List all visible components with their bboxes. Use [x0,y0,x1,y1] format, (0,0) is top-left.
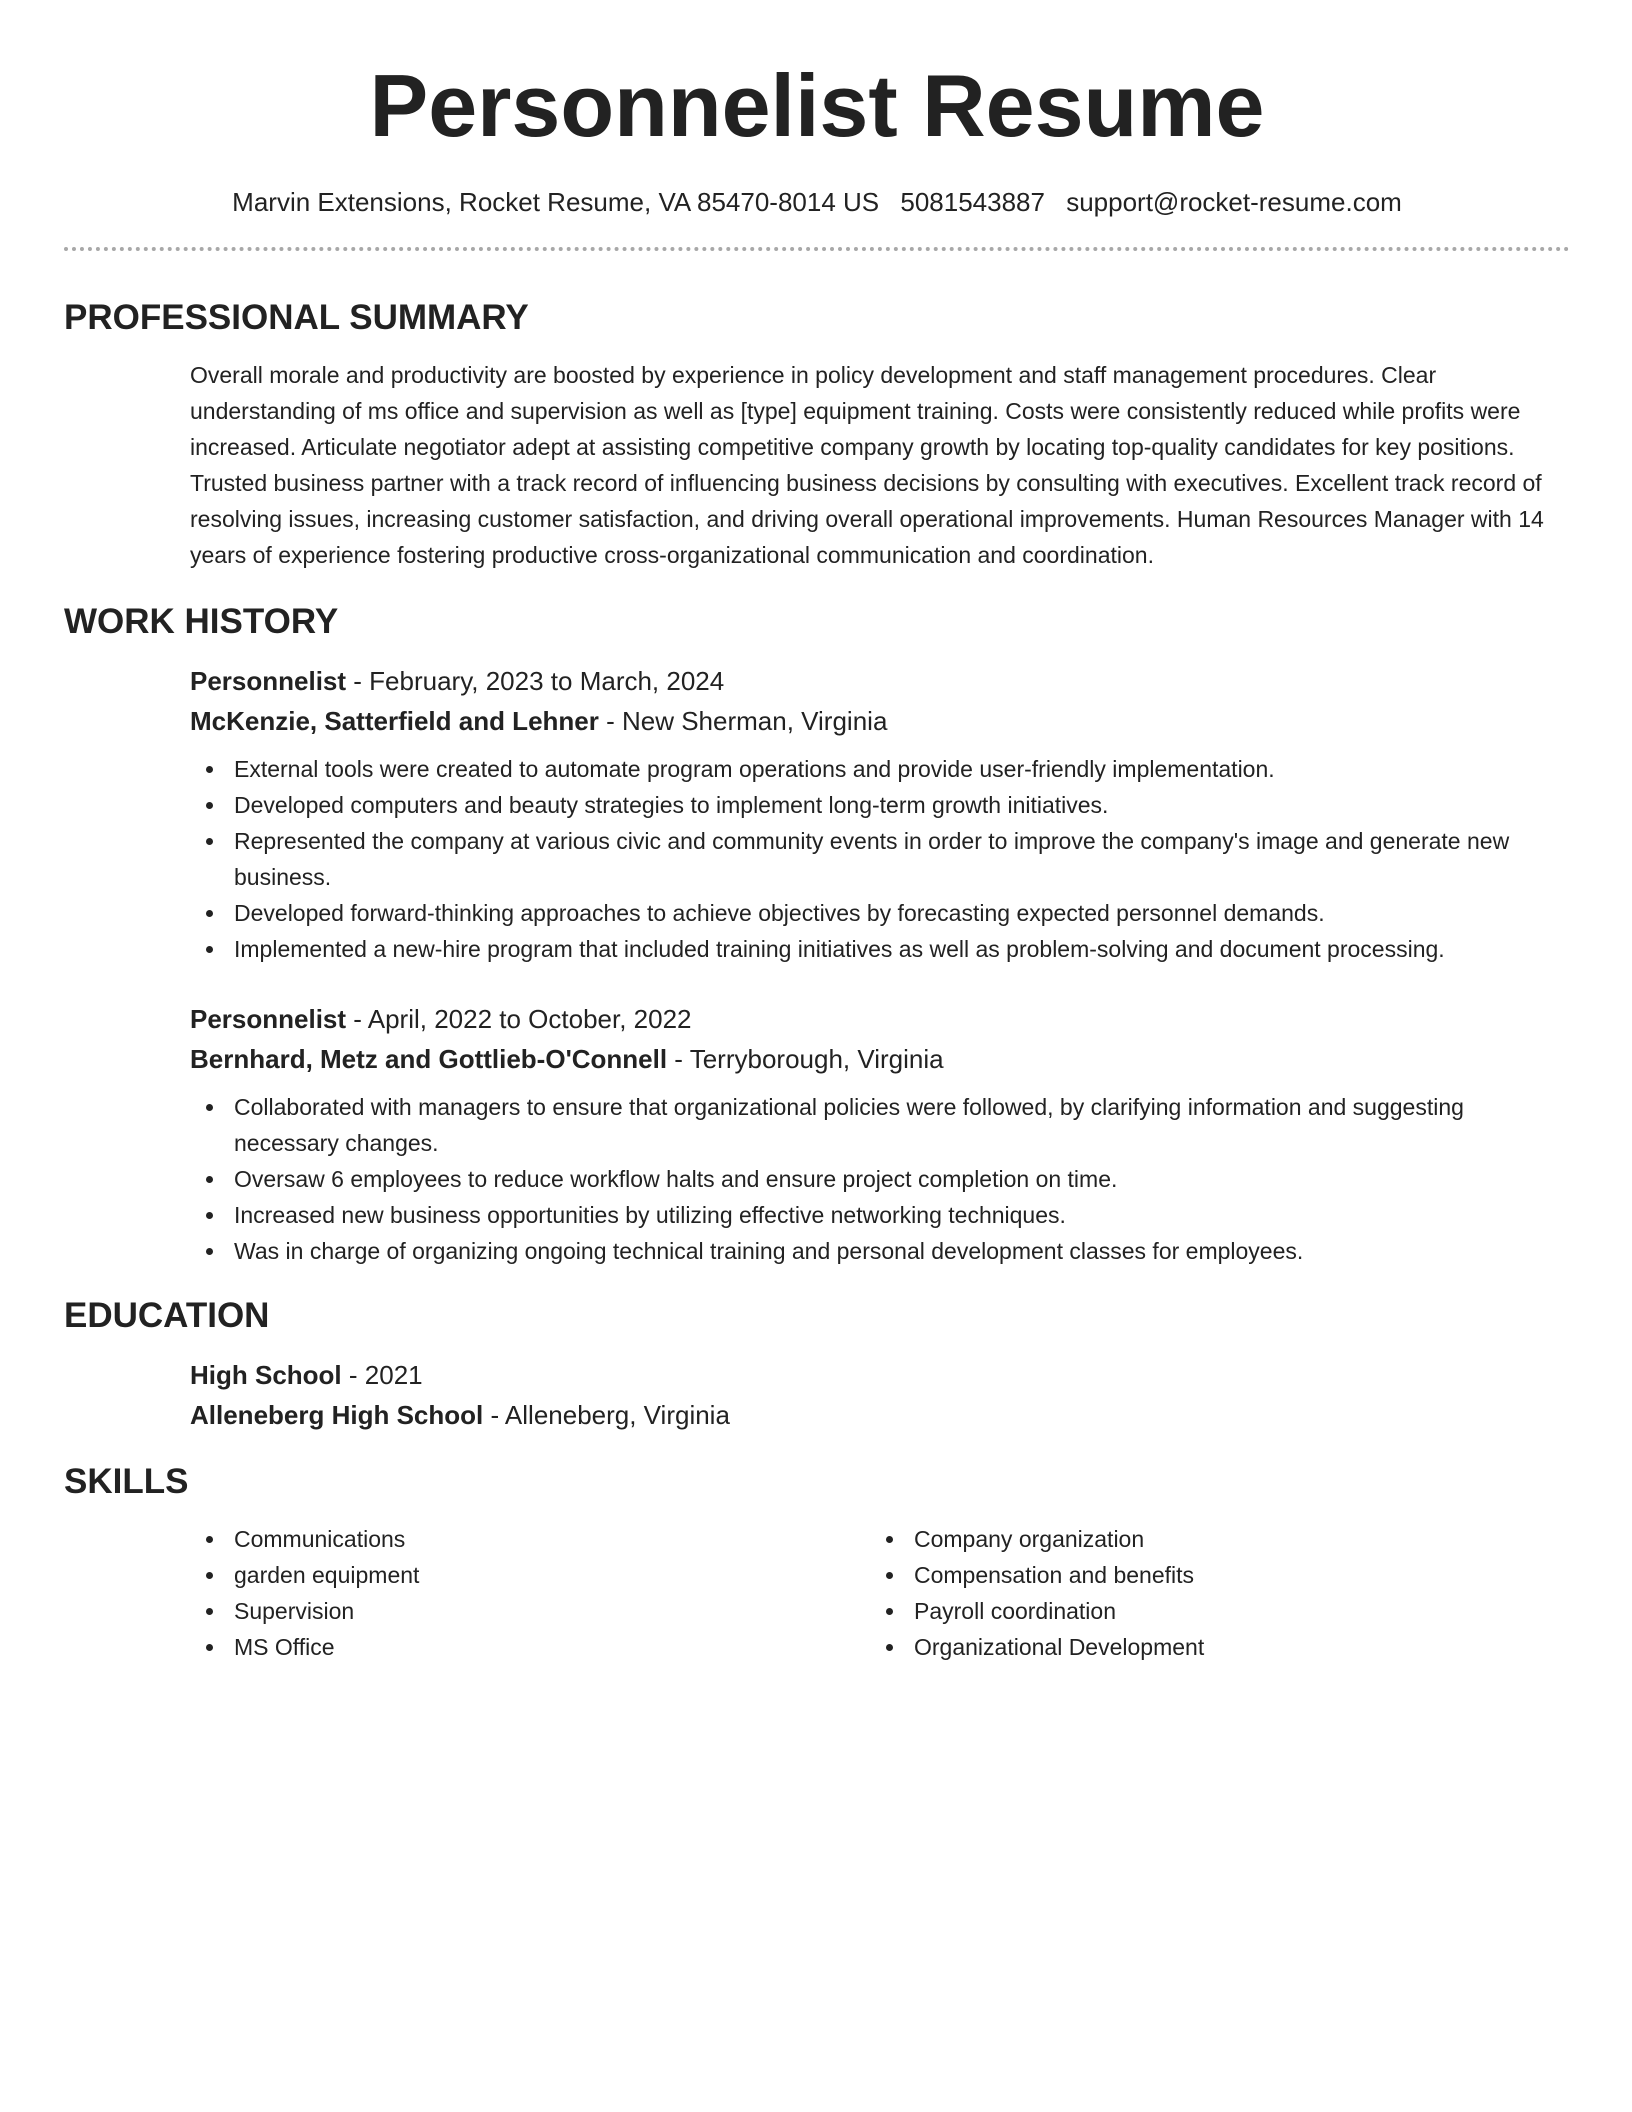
job-duties-list [190,1089,1570,1269]
job-company-line [190,701,1570,741]
education-degree: High School [190,1360,342,1391]
skill-item: Company organization [870,1521,1550,1557]
list-item: Implemented a new-hire program that included training initiatives as well as problem-solving and document processing. [190,931,1570,967]
summary-text: Overall morale and productivity are boosted by experience in policy development and staff management procedures. Clear understanding of ms office and supervision as well as [type] equipment training. Costs were consistently reduced while profits were increased. Articulate negotiator adept at assisting competitive company growth by locating top-quality candidates for key positions. Trusted business partner with a track record of influencing business decisions by consulting with executives. Excellent track record of resolving issues, increasing customer satisfaction, and driving overall operational improvements. Human Resources Manager with 14 years of experience fostering productive cross-organizational communication and coordination. [190,362,1544,569]
skills-heading: SKILLS [64,1462,189,1502]
skill-item: Communications [190,1521,870,1557]
education-school-line [190,1395,1570,1435]
skill-item: Organizational Development [870,1629,1550,1665]
skills-column-left [190,1521,870,1665]
contact-email[interactable]: support@rocket-resume.com [1066,187,1402,217]
education-year: - 2021 [341,1360,423,1391]
contact-address: Marvin Extensions, Rocket Resume, VA 85470-8014 US [232,187,880,217]
list-item: Collaborated with managers to ensure that organizational policies were followed, by clarifying information and suggesting necessary changes. [190,1089,1570,1161]
summary-section [190,357,1570,573]
job-title-line [190,999,1570,1039]
work-history-section [190,661,1570,1269]
summary-heading: PROFESSIONAL SUMMARY [64,298,529,338]
contact-info [64,187,1570,218]
job-role: Personnelist [190,1004,347,1035]
skills-section [190,1521,1570,1665]
resume-title: Personnelist Resume [369,56,1265,155]
work-history-heading: WORK HISTORY [64,602,339,642]
job-title-line [190,661,1570,701]
education-school: Alleneberg High School [190,1400,484,1431]
skills-column-right [870,1521,1550,1665]
job-company-line [190,1039,1570,1079]
list-item: Represented the company at various civic and community events in order to improve the company's image and generate new business. [190,823,1570,895]
skills-list [870,1521,1550,1665]
header-divider [64,247,1570,251]
job-entry [190,999,1570,1269]
skill-item: MS Office [190,1629,870,1665]
list-item: External tools were created to automate program operations and provide user-friendly implementation. [190,751,1570,787]
skill-item: Compensation and benefits [870,1557,1550,1593]
contact-phone: 5081543887 [900,187,1045,217]
job-dates: - April, 2022 to October, 2022 [346,1004,692,1035]
skill-item: Payroll coordination [870,1593,1550,1629]
list-item: Was in charge of organizing ongoing technical training and personal development classes for employees. [190,1233,1570,1269]
job-company: Bernhard, Metz and Gottlieb-O'Connell [190,1044,668,1075]
job-location: - New Sherman, Virginia [598,706,888,737]
education-section [190,1355,1570,1435]
list-item: Increased new business opportunities by utilizing effective networking techniques. [190,1197,1570,1233]
resume-page [64,0,1570,1665]
job-location: - Terryborough, Virginia [667,1044,944,1075]
skills-list [190,1521,870,1665]
job-dates: - February, 2023 to March, 2024 [346,666,725,697]
job-role: Personnelist [190,666,347,697]
education-degree-line [190,1355,1570,1395]
job-duties-list [190,751,1570,967]
list-item: Oversaw 6 employees to reduce workflow halts and ensure project completion on time. [190,1161,1570,1197]
job-company: McKenzie, Satterfield and Lehner [190,706,599,737]
skill-item: Supervision [190,1593,870,1629]
education-location: - Alleneberg, Virginia [483,1400,730,1431]
job-entry [190,661,1570,967]
list-item: Developed computers and beauty strategies to implement long-term growth initiatives. [190,787,1570,823]
education-heading: EDUCATION [64,1296,270,1336]
list-item: Developed forward-thinking approaches to achieve objectives by forecasting expected personnel demands. [190,895,1570,931]
skill-item: garden equipment [190,1557,870,1593]
